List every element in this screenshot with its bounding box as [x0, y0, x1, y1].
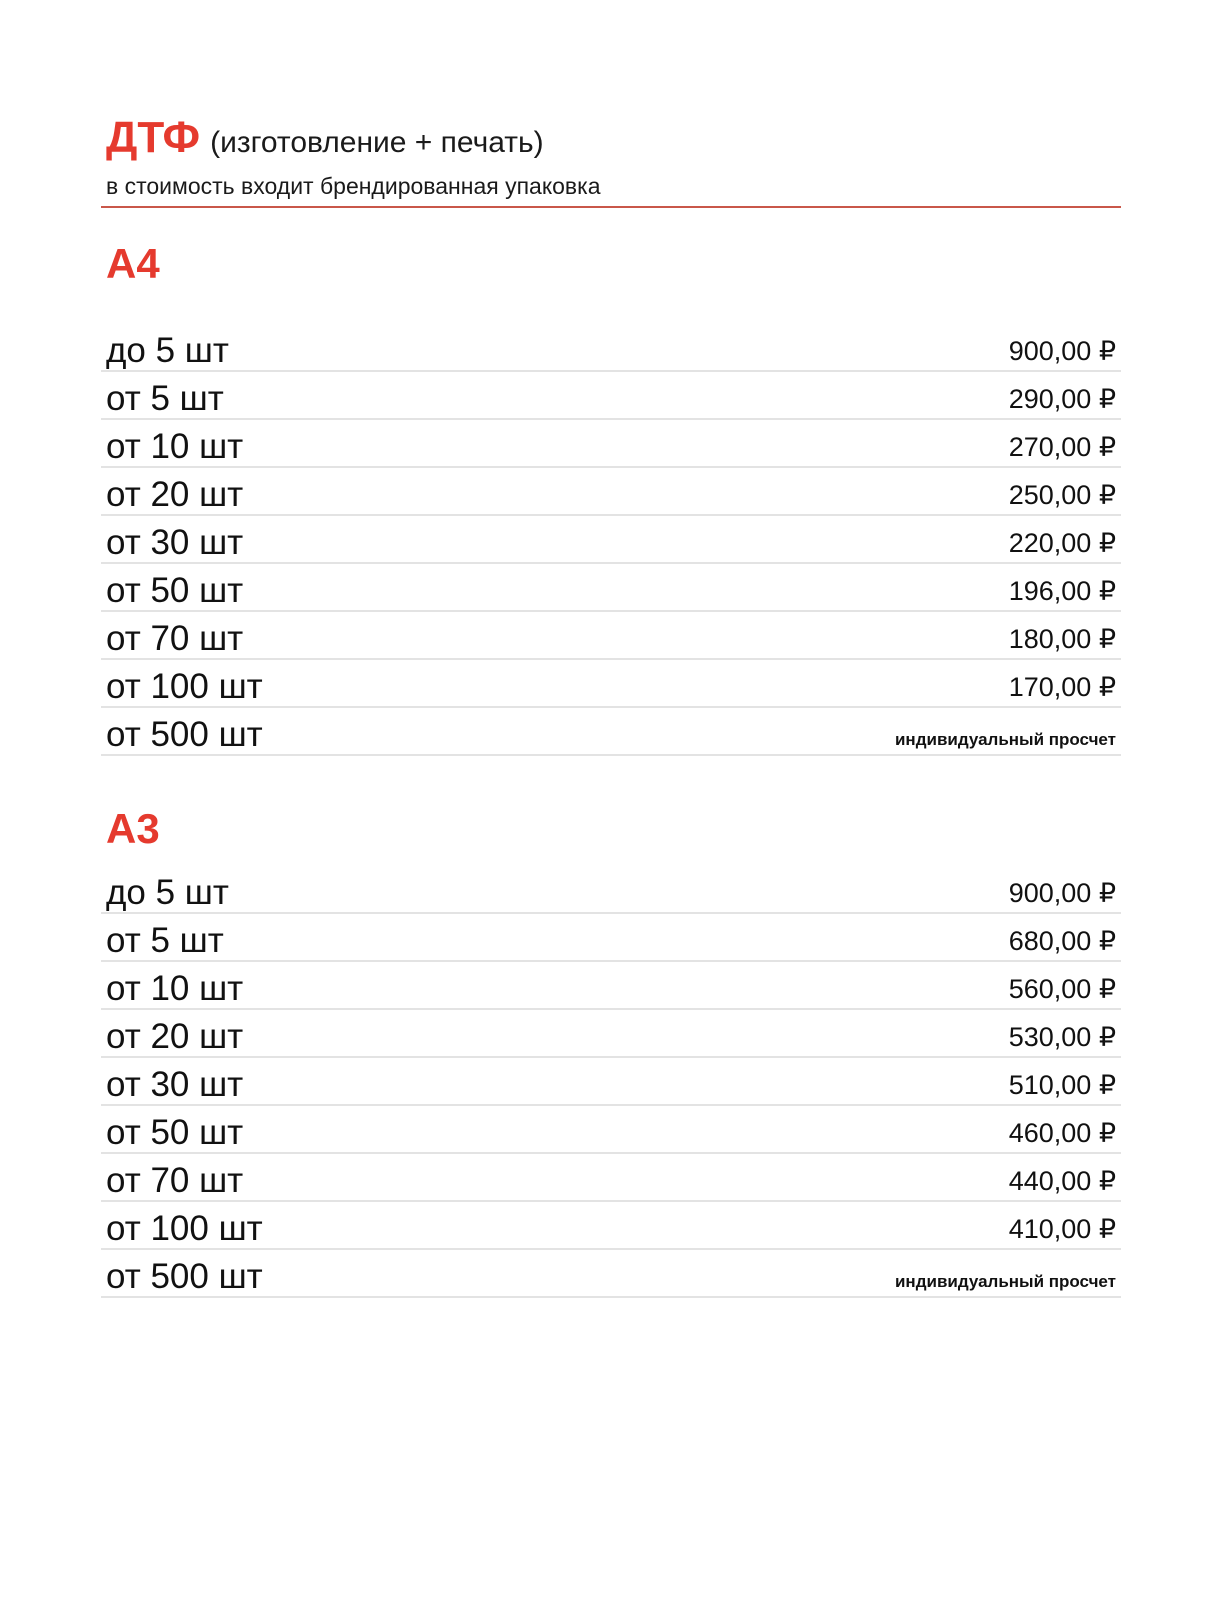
table-row — [101, 866, 1121, 914]
price-table-a4 — [101, 324, 1121, 756]
quantity-label: от 50 шт — [106, 1113, 244, 1152]
page-header — [101, 112, 1121, 208]
quantity-label: от 30 шт — [106, 523, 244, 562]
table-row — [101, 660, 1121, 708]
price-value: 560,00 ₽ — [1008, 974, 1116, 1004]
section-title-a3: А3 — [106, 805, 160, 852]
table-row — [101, 420, 1121, 468]
quantity-label: от 10 шт — [106, 969, 244, 1008]
price-value: 170,00 ₽ — [1008, 672, 1116, 702]
price-value: 250,00 ₽ — [1008, 480, 1116, 510]
quantity-label: от 5 шт — [106, 921, 224, 960]
price-value: 290,00 ₽ — [1008, 384, 1116, 414]
quantity-label: от 20 шт — [106, 1017, 244, 1056]
table-row — [101, 324, 1121, 372]
table-row — [101, 468, 1121, 516]
price-value: 196,00 ₽ — [1008, 576, 1116, 606]
quantity-label: до 5 шт — [106, 873, 229, 912]
quantity-label: от 50 шт — [106, 571, 244, 610]
price-value: 460,00 ₽ — [1008, 1118, 1116, 1148]
price-value: 440,00 ₽ — [1008, 1166, 1116, 1196]
table-row — [101, 564, 1121, 612]
price-value: 900,00 ₽ — [1008, 878, 1116, 908]
title-line — [106, 113, 544, 162]
page-title-subtext: (изготовление + печать) — [210, 126, 544, 159]
page-subtitle: в стоимость входит брендированная упаковка — [106, 173, 601, 199]
quantity-label: от 20 шт — [106, 475, 244, 514]
table-row — [101, 516, 1121, 564]
price-value: 510,00 ₽ — [1008, 1070, 1116, 1100]
price-note: индивидуальный просчет — [894, 1272, 1116, 1291]
quantity-label: от 5 шт — [106, 379, 224, 418]
price-note: индивидуальный просчет — [894, 730, 1116, 749]
table-row — [101, 1058, 1121, 1106]
price-value: 900,00 ₽ — [1008, 336, 1116, 366]
quantity-label: от 70 шт — [106, 619, 244, 658]
section-title-a4: А4 — [106, 240, 160, 287]
quantity-label: от 100 шт — [106, 667, 263, 706]
quantity-label: от 70 шт — [106, 1161, 244, 1200]
price-value: 180,00 ₽ — [1008, 624, 1116, 654]
table-row — [101, 1154, 1121, 1202]
quantity-label: от 500 шт — [106, 715, 263, 754]
table-row — [101, 372, 1121, 420]
quantity-label: от 100 шт — [106, 1209, 263, 1248]
quantity-label: до 5 шт — [106, 331, 229, 370]
quantity-label: от 30 шт — [106, 1065, 244, 1104]
price-value: 530,00 ₽ — [1008, 1022, 1116, 1052]
table-row — [101, 708, 1121, 756]
table-row — [101, 1010, 1121, 1058]
table-row — [101, 962, 1121, 1010]
quantity-label: от 500 шт — [106, 1257, 263, 1296]
price-table-a3 — [101, 866, 1121, 1298]
price-value: 680,00 ₽ — [1008, 926, 1116, 956]
table-row — [101, 612, 1121, 660]
quantity-label: от 10 шт — [106, 427, 244, 466]
table-row — [101, 1250, 1121, 1298]
page-title: ДТФ — [106, 113, 201, 162]
price-value: 270,00 ₽ — [1008, 432, 1116, 462]
table-row — [101, 1202, 1121, 1250]
price-value: 220,00 ₽ — [1008, 528, 1116, 558]
table-row — [101, 914, 1121, 962]
table-row — [101, 1106, 1121, 1154]
price-value: 410,00 ₽ — [1008, 1214, 1116, 1244]
